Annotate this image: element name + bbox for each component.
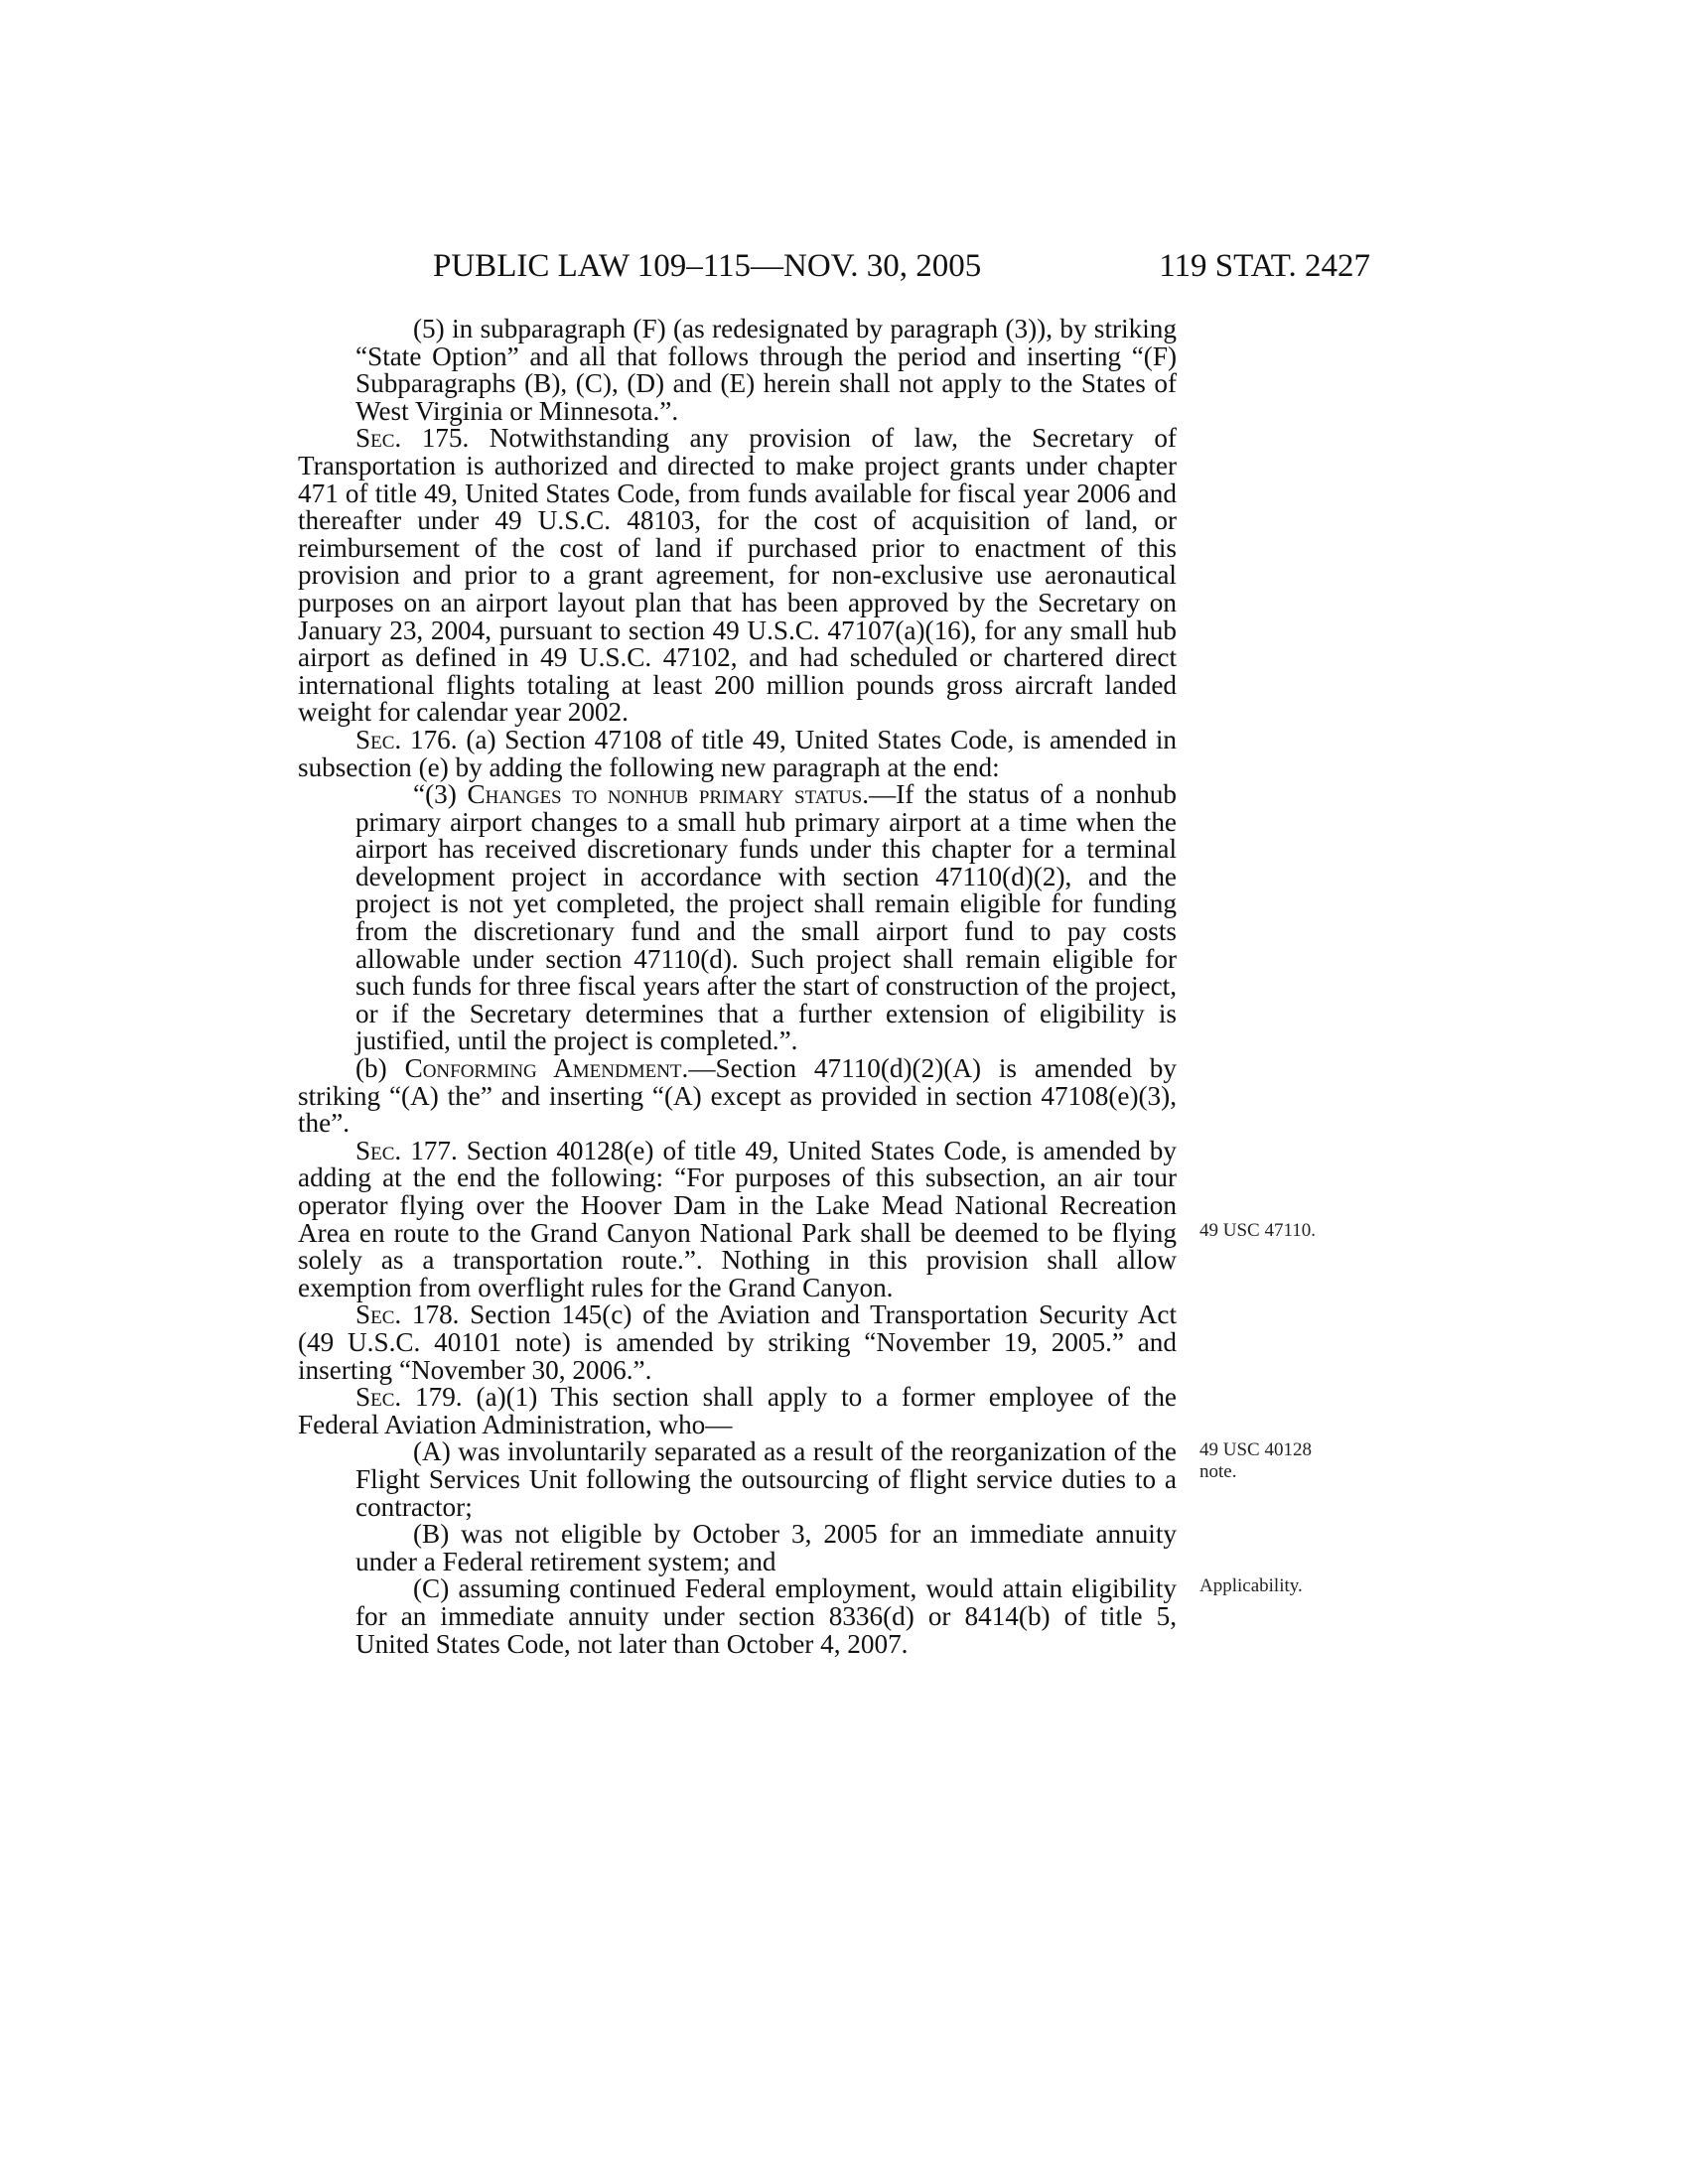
quoted-paragraph-3 xyxy=(298,781,1177,1055)
section-175-text: Notwithstanding any provision of law, the Secretary of Transportation is authorized and directed to make project grants under chapter 471 of title 49, United States Code, from funds available for fiscal year 2006 and thereafter under 49 U.S.C. 48103, for the cost of acquisition of land, or reimbursement of the cost of land if purchased prior to enactment of this provision and prior to a grant agreement, for non-exclusive use aeronautical purposes on an airport layout plan that has been approved by the Secretary on January 23, 2004, pursuant to section 49 U.S.C. 47107(a)(16), for any small hub airport as defined in 49 U.S.C. 47102, and had scheduled or chartered direct international flights totaling at least 200 million pounds gross aircraft landed weight for calendar year 2002. xyxy=(298,423,1177,728)
section-176 xyxy=(298,724,1178,782)
section-178-label: Sec. 178. xyxy=(355,1299,460,1330)
section-179 xyxy=(298,1384,1177,1438)
section-175 xyxy=(298,425,1177,727)
section-175-label: Sec. 175. xyxy=(355,423,470,454)
subparagraph-c: (C) assuming continued Federal employment, would attain eligibility for an immediate annuity under section 8336(d) or 8414(b) of title 5, United States Code, not later than October 4, 2007. xyxy=(355,1573,1177,1659)
section-177-label: Sec. 177. xyxy=(355,1135,458,1165)
margin-note-applicability: Applicability. xyxy=(1199,1575,1303,1596)
section-178 xyxy=(298,1301,1177,1384)
conforming-amendment xyxy=(298,1055,1177,1138)
section-178-text: Section 145(c) of the Aviation and Transportation Security Act (49 U.S.C. 40101 note) is amended by striking “November 19, 2005.” and inserting “November 30, 2006.”. xyxy=(298,1299,1177,1385)
section-176-label: Sec. 176. xyxy=(355,724,458,754)
body-text xyxy=(298,316,1177,1658)
margin-note-40128-line2: note. xyxy=(1199,1461,1237,1482)
section-176-text: (a) Section 47108 of title 49, United States Code, is amended in subsection (e) by adding the following new paragraph at the end: xyxy=(298,724,1178,782)
running-head xyxy=(298,241,1370,291)
section-179-label: Sec. 179. xyxy=(355,1382,463,1413)
page-title: PUBLIC LAW 109–115—NOV. 30, 2005 xyxy=(433,248,982,284)
conforming-text: —Section 47110(d)(2)(A) is amended by striking “(A) the” and inserting “(A) except as provided in section 47108(e)(3), the”. xyxy=(298,1053,1177,1139)
margin-note-47110: 49 USC 47110. xyxy=(1199,1220,1317,1241)
section-179-text: (a)(1) This section shall apply to a former employee of the Federal Aviation Administration, who— xyxy=(298,1382,1177,1439)
margin-note-40128-line1: 49 USC 40128 xyxy=(1199,1439,1312,1460)
stat-page-number: 119 STAT. 2427 xyxy=(1159,248,1370,284)
paragraph-5: (5) in subparagraph (F) (as redesignated by paragraph (3)), by striking “State Option” and all that follows through the period and inserting “(F) Subparagraphs (B), (C), (D) and (E) herein shall not apply to the States of West Virginia or Minnesota.”. xyxy=(355,314,1177,426)
conforming-heading: Conforming Amendment. xyxy=(404,1053,689,1084)
margin-note-40128 xyxy=(1199,1439,1312,1483)
section-177-text: Section 40128(e) of title 49, United States Code, is amended by adding at the end the following: “For purposes of this subsection, an air tour operator flying over the Hoover Dam in the Lake Mead National Recreation Area en route to the Grand Canyon National Park shall be deemed to be flying solely as a transportation route.”. Nothing in this provision shall allow exemption from overflight rules for the Grand Canyon. xyxy=(298,1135,1177,1302)
subparagraph-b: (B) was not eligible by October 3, 2005 for an immediate annuity under a Federal retirement system; and xyxy=(355,1519,1177,1576)
section-177 xyxy=(298,1135,1177,1302)
quote-heading: Changes to nonhub primary status. xyxy=(467,779,869,810)
quote-text: —If the status of a nonhub primary airport changes to a small hub primary airport at a time when the airport has received discretionary funds under this chapter for a terminal development project in accordance with section 47110(d)(2), and the project is not yet completed, the project shall remain eligible for funding from the discretionary fund and the small airport fund to pay costs allowable under section 47110(d). Such project shall remain eligible for such funds for three fiscal years after the start of construction of the project, or if the Secretary determines that a further extension of eligibility is justified, until the project is completed.”. xyxy=(355,779,1177,1056)
subparagraph-a: (A) was involuntarily separated as a result of the reorganization of the Flight Services Unit following the outsourcing of flight service duties to a contractor; xyxy=(355,1436,1177,1522)
conforming-lead: (b) xyxy=(355,1053,405,1084)
quote-lead: “(3) xyxy=(413,779,468,810)
